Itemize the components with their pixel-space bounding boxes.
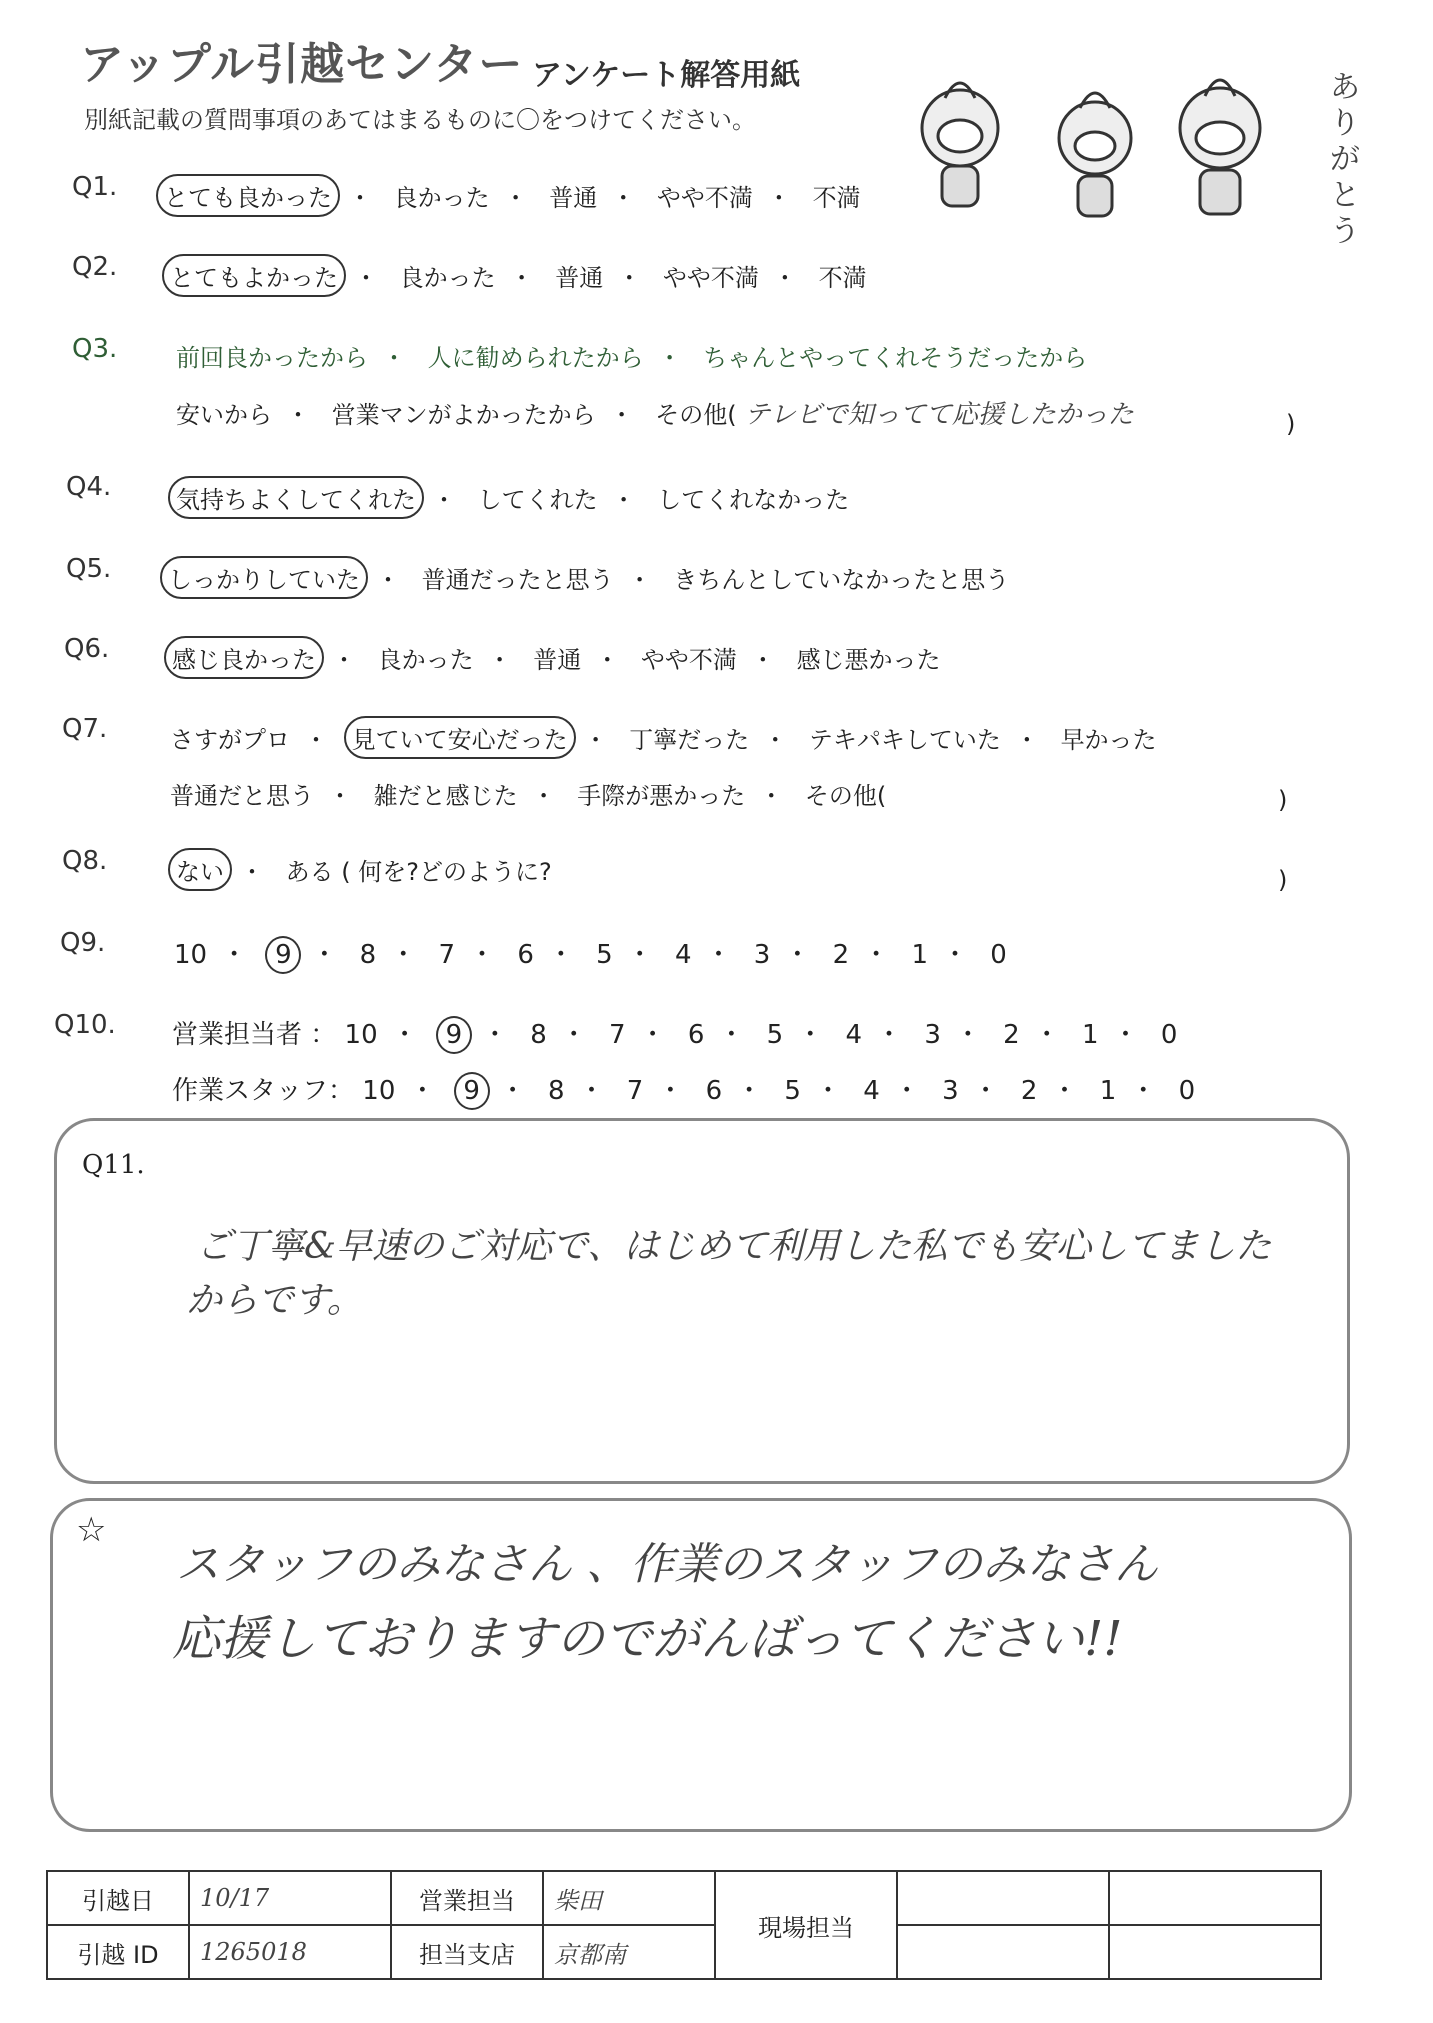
q6-options: 感じ良かった ・ 良かった ・ 普通 ・ やや不満 ・ 感じ悪かった [170,640,941,675]
q10-staff-score-0[interactable]: 0 [1178,1076,1196,1106]
site-rep-label: 現場担当 [715,1871,897,1979]
q5-option-1-selected[interactable]: しっかりしていた [160,556,368,599]
site-rep-cell-1 [897,1871,1109,1925]
q10-sales-score-3[interactable]: 3 [924,1020,941,1050]
q7-option-7[interactable]: 雑だと感じた [373,782,518,810]
form-subtitle: アンケート解答用紙 [532,58,801,93]
site-rep-cell-3 [897,1925,1109,1979]
branch-label: 担当支店 [391,1925,543,1979]
q7-option-5[interactable]: 早かった [1060,726,1157,754]
q10-staff-label: 作業スタッフ： [172,1076,355,1106]
q11-label: Q11. [82,1150,145,1180]
q1-option-5[interactable]: 不満 [812,184,861,212]
q6-option-5[interactable]: 感じ悪かった [796,646,941,674]
q9-score-4[interactable]: 4 [674,940,692,970]
site-rep-cell-2 [1109,1871,1321,1925]
q10-staff-score-9-selected[interactable]: 9 [454,1072,490,1110]
move-date-label: 引越日 [47,1871,189,1925]
q3-option-4[interactable]: 安いから [176,401,272,429]
q6-option-2[interactable]: 良かった [377,646,474,674]
q5-options: しっかりしていた ・ 普通だったと思う ・ きちんとしていなかったと思う [166,560,1009,595]
q3-options-line1: 前回良かったから ・ 人に勧められたから ・ ちゃんとやってくれそうだったから [176,338,1087,373]
q9-score-8[interactable]: 8 [359,940,377,970]
q10-label: Q10. [54,1010,116,1040]
q2-option-5[interactable]: 不満 [818,264,867,292]
move-id-value: 1265018 [189,1925,391,1979]
move-id-label: 引越 ID [47,1925,189,1979]
branch-value: 京都南 [543,1925,715,1979]
comment-line1: スタッフのみなさん 、作業のスタッフのみなさん [176,1539,1158,1590]
q10-sales-score-2[interactable]: 2 [1003,1020,1020,1050]
q8-option-1-selected[interactable]: ない [168,848,232,891]
q6-option-1-selected[interactable]: 感じ良かった [164,636,324,679]
q6-label: Q6. [64,634,110,664]
q2-option-3[interactable]: 普通 [555,264,604,292]
q11-answer-line1: ご丁寧&早速のご対応で、はじめて利用した私でも安心してました [196,1226,1272,1267]
q2-option-1-selected[interactable]: とてもよかった [162,254,346,297]
q5-label: Q5. [66,554,112,584]
q7-option-6[interactable]: 普通だと思う [170,782,314,810]
q9-score-10[interactable]: 10 [174,940,208,970]
q8-option-2[interactable]: ある ( 何を?どのように? [285,858,552,886]
q10-staff-score-10[interactable]: 10 [362,1076,396,1106]
q4-option-1-selected[interactable]: 気持ちよくしてくれた [168,476,424,519]
sales-rep-label: 営業担当 [391,1871,543,1925]
q2-option-2[interactable]: 良かった [399,264,496,292]
sales-rep-value: 柴田 [543,1871,715,1925]
q6-option-4[interactable]: やや不満 [640,646,737,674]
q7-option-2-selected[interactable]: 見ていて安心だった [344,716,576,759]
q10-sales-score-0[interactable]: 0 [1160,1020,1178,1050]
q4-options: 気持ちよくしてくれた ・ してくれた ・ してくれなかった [174,480,849,515]
q2-option-4[interactable]: やや不満 [662,264,759,292]
q11-answer-line2: からです。 [186,1280,363,1321]
q4-label: Q4. [66,472,112,502]
q5-option-2[interactable]: 普通だったと思う [421,566,614,594]
q7-close-paren: ) [1278,786,1288,814]
q7-options-line2: 普通だと思う ・ 雑だと感じた ・ 手際が悪かった ・ その他( [170,776,886,811]
q5-option-3[interactable]: きちんとしていなかったと思う [673,566,1010,594]
q10-sales-score-10[interactable]: 10 [344,1020,378,1050]
q3-option-2[interactable]: 人に勧められたから [427,344,644,372]
q4-option-3[interactable]: してくれなかった [657,486,850,514]
q10-staff-score-3[interactable]: 3 [942,1076,959,1106]
q10-staff-score-7[interactable]: 7 [626,1076,644,1106]
site-rep-cell-4 [1109,1925,1321,1979]
q3-label: Q3. [72,334,118,364]
q10-sales-score-6[interactable]: 6 [687,1020,705,1050]
q9-score-3[interactable]: 3 [753,940,771,970]
instruction-text: 別紙記載の質問事項のあてはまるものに〇をつけてください。 [84,106,756,134]
q1-option-4[interactable]: やや不満 [656,184,753,212]
q10-sales-score-8[interactable]: 8 [530,1020,547,1050]
q7-label: Q7. [62,714,108,744]
q9-score-6[interactable]: 6 [517,940,534,970]
q8-close-paren: ) [1278,866,1288,894]
q10-sales-score-1[interactable]: 1 [1081,1020,1099,1050]
comment-line2: 応援しておりますのでがんばってください!! [172,1611,1123,1667]
q3-option-1[interactable]: 前回良かったから [176,344,368,372]
q3-other-answer: テレビで知ってて応援したかった [744,400,1134,430]
q9-label: Q9. [60,928,106,958]
mascot-illustration [900,58,1340,228]
q9-score-1[interactable]: 1 [911,940,928,970]
move-date-value: 10/17 [189,1871,391,1925]
q9-score-9-selected[interactable]: 9 [265,936,301,974]
q8-options: ない ・ ある ( 何を?どのように? [174,852,552,887]
q10-staff-score-1[interactable]: 1 [1099,1076,1117,1106]
q10-sales-scale: 営業担当者 ： 10 ・ 9 ・ 8 ・ 7 ・ 6 ・ 5 ・ 4 ・ 3 ・ 2 ・ 1 ・ 0 [172,1014,1177,1051]
q3-close-paren: ) [1286,410,1296,438]
footer-info-table [46,1870,1322,1980]
q1-option-1-selected[interactable]: とても良かった [156,174,340,217]
q7-option-1[interactable]: さすがプロ [170,726,290,754]
q8-label: Q8. [62,846,108,876]
q10-sales-score-7[interactable]: 7 [609,1020,626,1050]
q1-option-3[interactable]: 普通 [549,184,598,212]
mascot-thanks-text: ありがとう [1330,70,1360,249]
q10-staff-score-8[interactable]: 8 [547,1076,565,1106]
q10-staff-score-6[interactable]: 6 [705,1076,723,1106]
q10-staff-scale: 作業スタッフ： 10 ・ 9 ・ 8 ・ 7 ・ 6 ・ 5 ・ 4 ・ 3 ・ 2 ・ 1 ・ 0 [172,1070,1195,1107]
q10-sales-score-4[interactable]: 4 [845,1020,863,1050]
q7-option-3[interactable]: 丁寧だった [629,726,750,754]
q3-options-line2: 安いから ・ 営業マンがよかったから ・ その他( テレビで知ってて応援したかった [176,394,1134,431]
q10-sales-score-5[interactable]: 5 [766,1020,784,1050]
q1-options: とても良かった ・ 良かった ・ 普通 ・ やや不満 ・ 不満 [162,178,861,213]
q1-label: Q1. [72,172,118,202]
q10-sales-score-9-selected[interactable]: 9 [436,1016,472,1054]
q6-option-3[interactable]: 普通 [533,646,582,674]
q9-scale: 10 ・ 9 ・ 8 ・ 7 ・ 6 ・ 5 ・ 4 ・ 3 ・ 2 ・ 1 ・ 0 [174,934,1007,971]
q10-staff-score-2[interactable]: 2 [1020,1076,1038,1106]
star-icon: ☆ [76,1510,107,1550]
q7-options-line1: さすがプロ ・ 見ていて安心だった ・ 丁寧だった ・ テキパキしていた ・ 早かった [170,720,1157,755]
q10-sales-label: 営業担当者 ： [172,1020,337,1050]
q10-staff-score-4[interactable]: 4 [863,1076,880,1106]
q2-options: とてもよかった ・ 良かった ・ 普通 ・ やや不満 ・ 不満 [168,258,867,293]
q9-score-2[interactable]: 2 [832,940,850,970]
q3-option-5[interactable]: 営業マンがよかったから [331,401,596,429]
q3-option-3[interactable]: ちゃんとやってくれそうだったから [703,344,1088,372]
q10-staff-score-5[interactable]: 5 [784,1076,801,1106]
q1-option-2[interactable]: 良かった [393,184,490,212]
q7-other-label[interactable]: その他( [804,782,887,810]
q9-score-7[interactable]: 7 [438,940,456,970]
q7-option-8[interactable]: 手際が悪かった [577,782,746,810]
q7-option-4[interactable]: テキパキしていた [808,726,1001,754]
q4-option-2[interactable]: してくれた [477,486,598,514]
company-title: アップル引越センター [80,39,524,90]
q9-score-5[interactable]: 5 [596,940,613,970]
q3-other-label[interactable]: その他( [655,401,737,429]
q9-score-0[interactable]: 0 [990,940,1007,970]
q2-label: Q2. [72,252,118,282]
